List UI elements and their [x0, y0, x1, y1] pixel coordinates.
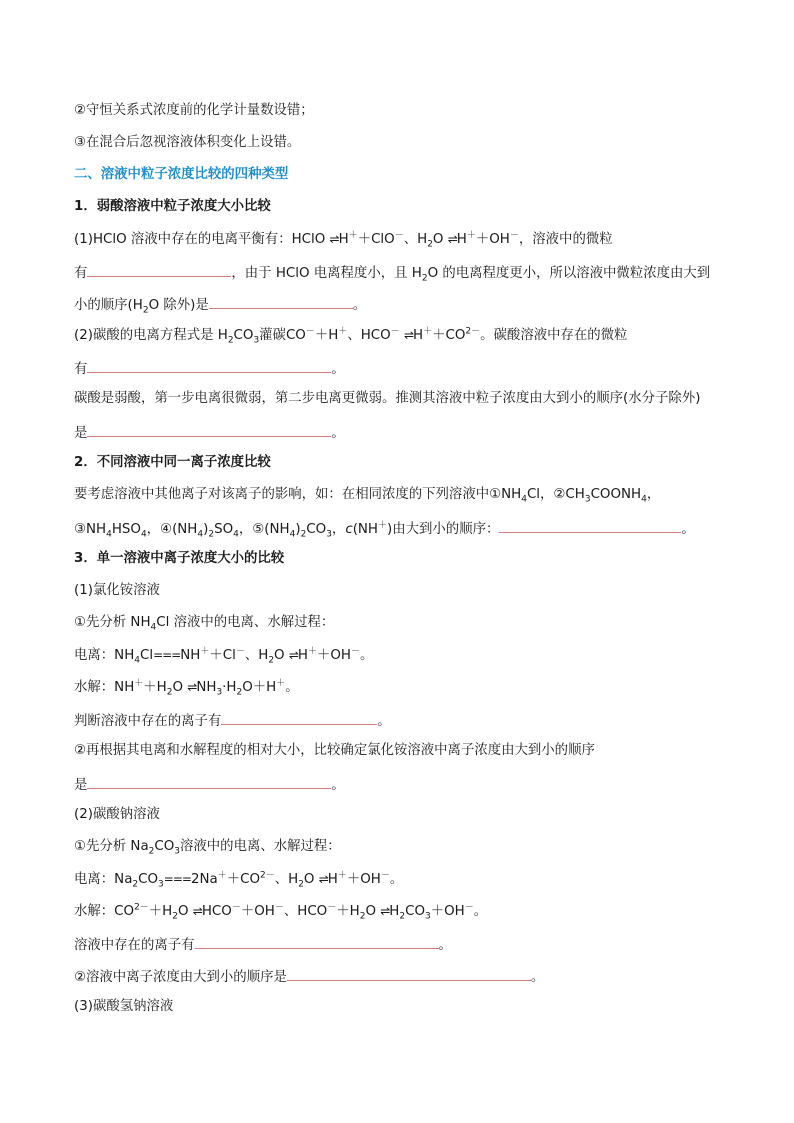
text: 2	[399, 911, 406, 922]
text: O	[365, 904, 381, 919]
text-line	[74, 421, 345, 444]
answer-blank[interactable]	[87, 261, 231, 277]
equilibrium-arrow-icon: ⇌	[192, 904, 202, 918]
text: 4	[150, 622, 157, 633]
text-line	[74, 229, 613, 250]
text: 2	[421, 273, 428, 284]
text-line	[74, 677, 299, 698]
text: CO	[138, 872, 159, 887]
text-line	[74, 805, 160, 825]
text-line	[74, 581, 160, 601]
text: ＋OH	[240, 904, 275, 919]
text: 3	[174, 846, 181, 857]
text: 2	[359, 911, 366, 922]
text: CO	[233, 328, 254, 343]
text: ＋	[423, 326, 433, 337]
text: －	[509, 230, 519, 241]
equilibrium-arrow-icon: ⇌	[380, 904, 390, 918]
text: 要考虑溶液中其他离子对该离子的影响，如：在相同浓度的下列溶液中①NH	[74, 487, 522, 502]
equilibrium-arrow-icon: ⇌	[288, 648, 298, 662]
text: O	[274, 648, 289, 663]
text: ＋H	[148, 904, 173, 919]
text: Cl	[140, 648, 154, 663]
text: 、H	[403, 232, 428, 247]
text: ＋OH	[430, 904, 465, 919]
text: H	[297, 648, 308, 663]
text: 2	[236, 687, 243, 698]
text: －	[394, 230, 404, 241]
text: 。	[360, 648, 374, 663]
equilibrium-arrow-icon: ⇌	[187, 680, 197, 694]
text: －	[231, 902, 241, 913]
answer-blank[interactable]	[287, 965, 531, 981]
text: 、HCO	[283, 904, 328, 919]
equilibrium-arrow-icon: ⇌	[403, 328, 414, 342]
text: 4	[134, 655, 140, 666]
text-line	[74, 901, 487, 922]
text: ＋	[338, 326, 348, 337]
text: ＋OH	[346, 872, 381, 887]
text: 。	[473, 904, 488, 919]
text: 。碳酸溶液中存在的微粒	[480, 328, 628, 343]
text: －	[235, 646, 245, 657]
text: 3	[425, 911, 431, 922]
text: 。	[377, 714, 391, 729]
text: 4	[289, 529, 296, 540]
text: ①先分析 NH	[74, 615, 151, 630]
text: ，溶液中的微粒	[518, 232, 613, 247]
text: H	[327, 872, 338, 887]
answer-blank[interactable]	[87, 773, 331, 789]
text: O 除外)是	[148, 298, 209, 313]
equilibrium-arrow-icon: ⇌	[318, 872, 328, 886]
text: 水解：CO	[74, 904, 135, 919]
text: 2	[172, 911, 178, 922]
text: －	[327, 902, 337, 913]
text: 有	[74, 362, 88, 377]
text: ＋CO	[432, 328, 466, 343]
text: 4	[641, 494, 647, 505]
text: 2	[227, 335, 234, 346]
answer-blank[interactable]	[87, 421, 331, 437]
text: ＋	[337, 870, 347, 881]
text: H	[389, 904, 400, 919]
text-line	[74, 133, 300, 153]
text: 、H	[244, 648, 269, 663]
text: HCO	[201, 904, 232, 919]
text: HSO	[111, 522, 141, 537]
text: 是	[74, 426, 88, 441]
text: CO	[306, 522, 327, 537]
text: ＋	[276, 678, 286, 689]
text-line	[74, 485, 660, 505]
text: ＋OH	[317, 648, 351, 663]
text: O	[303, 872, 319, 887]
text: ，④(NH	[146, 522, 198, 537]
text: 2	[427, 239, 433, 250]
text: (1)HClO 溶液中存在的电离平衡有：HClO	[74, 232, 330, 247]
text: 2	[208, 529, 215, 540]
text-line	[74, 101, 314, 121]
text: ＋	[307, 646, 317, 657]
text: 2	[166, 687, 173, 698]
text: c	[345, 522, 353, 537]
text: 2Na	[190, 872, 218, 887]
answer-blank[interactable]	[87, 357, 331, 373]
equilibrium-arrow-icon: ⇌	[329, 232, 339, 246]
subsection-heading	[74, 453, 271, 473]
text: 2－	[259, 870, 275, 881]
text: 灌碳CO	[259, 328, 306, 343]
text: ＋H	[143, 680, 167, 695]
text: 4	[197, 529, 204, 540]
text: )	[203, 522, 209, 537]
text: 4	[140, 529, 147, 540]
text: 4	[233, 529, 239, 540]
text: SO	[214, 522, 234, 537]
text-line	[74, 389, 700, 409]
text: H	[338, 232, 349, 247]
text: ③NH	[74, 522, 107, 537]
text: ②溶液中离子浓度由大到小的顺序是	[74, 970, 287, 985]
text-line	[74, 325, 627, 346]
text: 3	[158, 879, 164, 890]
text: 。	[389, 872, 404, 887]
answer-blank[interactable]	[499, 517, 681, 533]
text: 有	[74, 266, 88, 281]
text: 、HCO	[347, 328, 391, 343]
text: ①先分析 Na	[74, 839, 149, 854]
text: 3	[216, 687, 223, 698]
text: 2－	[465, 326, 481, 337]
text: (NH	[352, 522, 378, 537]
text-line	[74, 293, 366, 316]
text: 电离：NH	[74, 648, 135, 663]
text: 。	[352, 298, 367, 313]
subsection-heading	[74, 197, 271, 217]
text: 4	[106, 529, 112, 540]
text: Cl 溶液中的电离、水解过程：	[156, 615, 335, 630]
text: 2．不同溶液中同一离子浓度比较	[74, 455, 271, 470]
text-line	[74, 837, 341, 857]
text: 3．单一溶液中离子浓度大小的比较	[74, 551, 285, 566]
text: ②守恒关系式浓度前的化学计量数设错；	[74, 103, 314, 118]
text: ③在混合后忽视溶液体积变化上设错。	[74, 135, 301, 150]
text: 2	[142, 305, 149, 316]
text: 溶液中存在的离子有	[74, 938, 195, 953]
text: COONH	[590, 487, 642, 502]
text: (2)碳酸的电离方程式是 H	[74, 328, 228, 343]
text: NH	[180, 648, 201, 663]
text: －	[464, 902, 474, 913]
text: 2	[300, 529, 307, 540]
text-line	[74, 965, 544, 988]
text: －	[351, 646, 361, 657]
text: 3	[584, 494, 591, 505]
text: 小的顺序(H	[74, 298, 143, 313]
text: 。	[530, 970, 545, 985]
text-line	[74, 357, 345, 380]
text-line	[74, 645, 373, 666]
text: O 的电离程度更小，所以溶液中微粒浓度由大到	[427, 266, 711, 281]
text: ，	[646, 487, 661, 502]
text: 2	[298, 879, 304, 890]
text: (1)氯化铵溶液	[74, 583, 160, 598]
text: ＋	[348, 230, 358, 241]
text: ，⑤(NH	[238, 522, 290, 537]
text: 水解：NH	[74, 680, 135, 695]
text-line	[74, 997, 173, 1017]
text: 、H	[274, 872, 299, 887]
text: 电离：Na	[74, 872, 133, 887]
text: 是	[74, 778, 88, 793]
text-line	[74, 773, 345, 796]
text: 3	[253, 335, 260, 346]
answer-blank[interactable]	[209, 293, 353, 309]
section-heading	[74, 165, 288, 185]
text: O	[432, 232, 448, 247]
text: (2)碳酸钠溶液	[74, 807, 160, 822]
text: ·H	[222, 680, 237, 695]
text: ＋CO	[226, 872, 260, 887]
text: )	[295, 522, 301, 537]
text: ＋	[217, 870, 227, 881]
text: ＋	[466, 230, 476, 241]
subsection-heading	[74, 549, 284, 569]
text: 碳酸是弱酸，第一步电离很微弱，第二步电离更微弱。推测其溶液中粒子浓度由大到小的顺序(水分子除外)	[74, 391, 701, 406]
text: O	[178, 904, 193, 919]
text: H	[413, 328, 424, 343]
equals-sign-icon: ===	[153, 648, 181, 662]
text: 4	[521, 494, 527, 505]
answer-blank[interactable]	[221, 709, 377, 725]
text: 3	[326, 529, 332, 540]
text: O＋H	[242, 680, 277, 695]
answer-blank[interactable]	[195, 933, 439, 949]
text: 。	[285, 680, 299, 695]
text: 1．弱酸溶液中粒子浓度大小比较	[74, 199, 271, 214]
text: 。	[438, 938, 452, 953]
text: ＋OH	[475, 232, 510, 247]
text: －	[305, 326, 315, 337]
text: ＋ClO	[357, 232, 395, 247]
equilibrium-arrow-icon: ⇌	[447, 232, 457, 246]
text: 2	[132, 879, 139, 890]
text-line	[74, 933, 452, 956]
text: －	[380, 870, 390, 881]
text: NH	[196, 680, 217, 695]
text: ＋	[134, 678, 144, 689]
text: Cl，②CH	[526, 487, 585, 502]
text: －	[390, 326, 400, 337]
text: ，由于 HClO 电离程度小，且 H	[231, 266, 422, 281]
text: ＋H	[336, 904, 360, 919]
text-line	[74, 869, 403, 890]
text: ＋	[200, 646, 210, 657]
text: 。	[331, 778, 345, 793]
text: 溶液中的电离、水解过程：	[180, 839, 341, 854]
text: ，	[331, 522, 346, 537]
text: 。	[331, 362, 345, 377]
text: 。	[331, 426, 345, 441]
text: ②再根据其电离和水解程度的相对大小，比较确定氯化铵溶液中离子浓度由大到小的顺序	[74, 743, 595, 758]
text: 2	[148, 846, 155, 857]
text-line	[74, 741, 595, 761]
text: (3)碳酸氢钠溶液	[74, 999, 174, 1014]
text: 判断溶液中存在的离子有	[74, 714, 222, 729]
text: ＋	[378, 520, 388, 531]
text: CO	[154, 839, 175, 854]
text: 2－	[134, 902, 149, 913]
text: H	[456, 232, 467, 247]
text: 2	[268, 655, 275, 666]
text-line	[74, 613, 334, 633]
text: CO	[405, 904, 425, 919]
text: O	[172, 680, 188, 695]
text: 。	[681, 522, 695, 537]
equals-sign-icon: ===	[163, 872, 191, 886]
text-line	[74, 517, 695, 540]
text: )由大到小的顺序：	[387, 522, 500, 537]
text: 二、溶液中粒子浓度比较的四种类型	[74, 167, 289, 182]
text-line	[74, 709, 391, 732]
text-line	[74, 261, 710, 284]
text: ＋Cl	[209, 648, 236, 663]
text: ＋H	[314, 328, 339, 343]
text: －	[274, 902, 284, 913]
